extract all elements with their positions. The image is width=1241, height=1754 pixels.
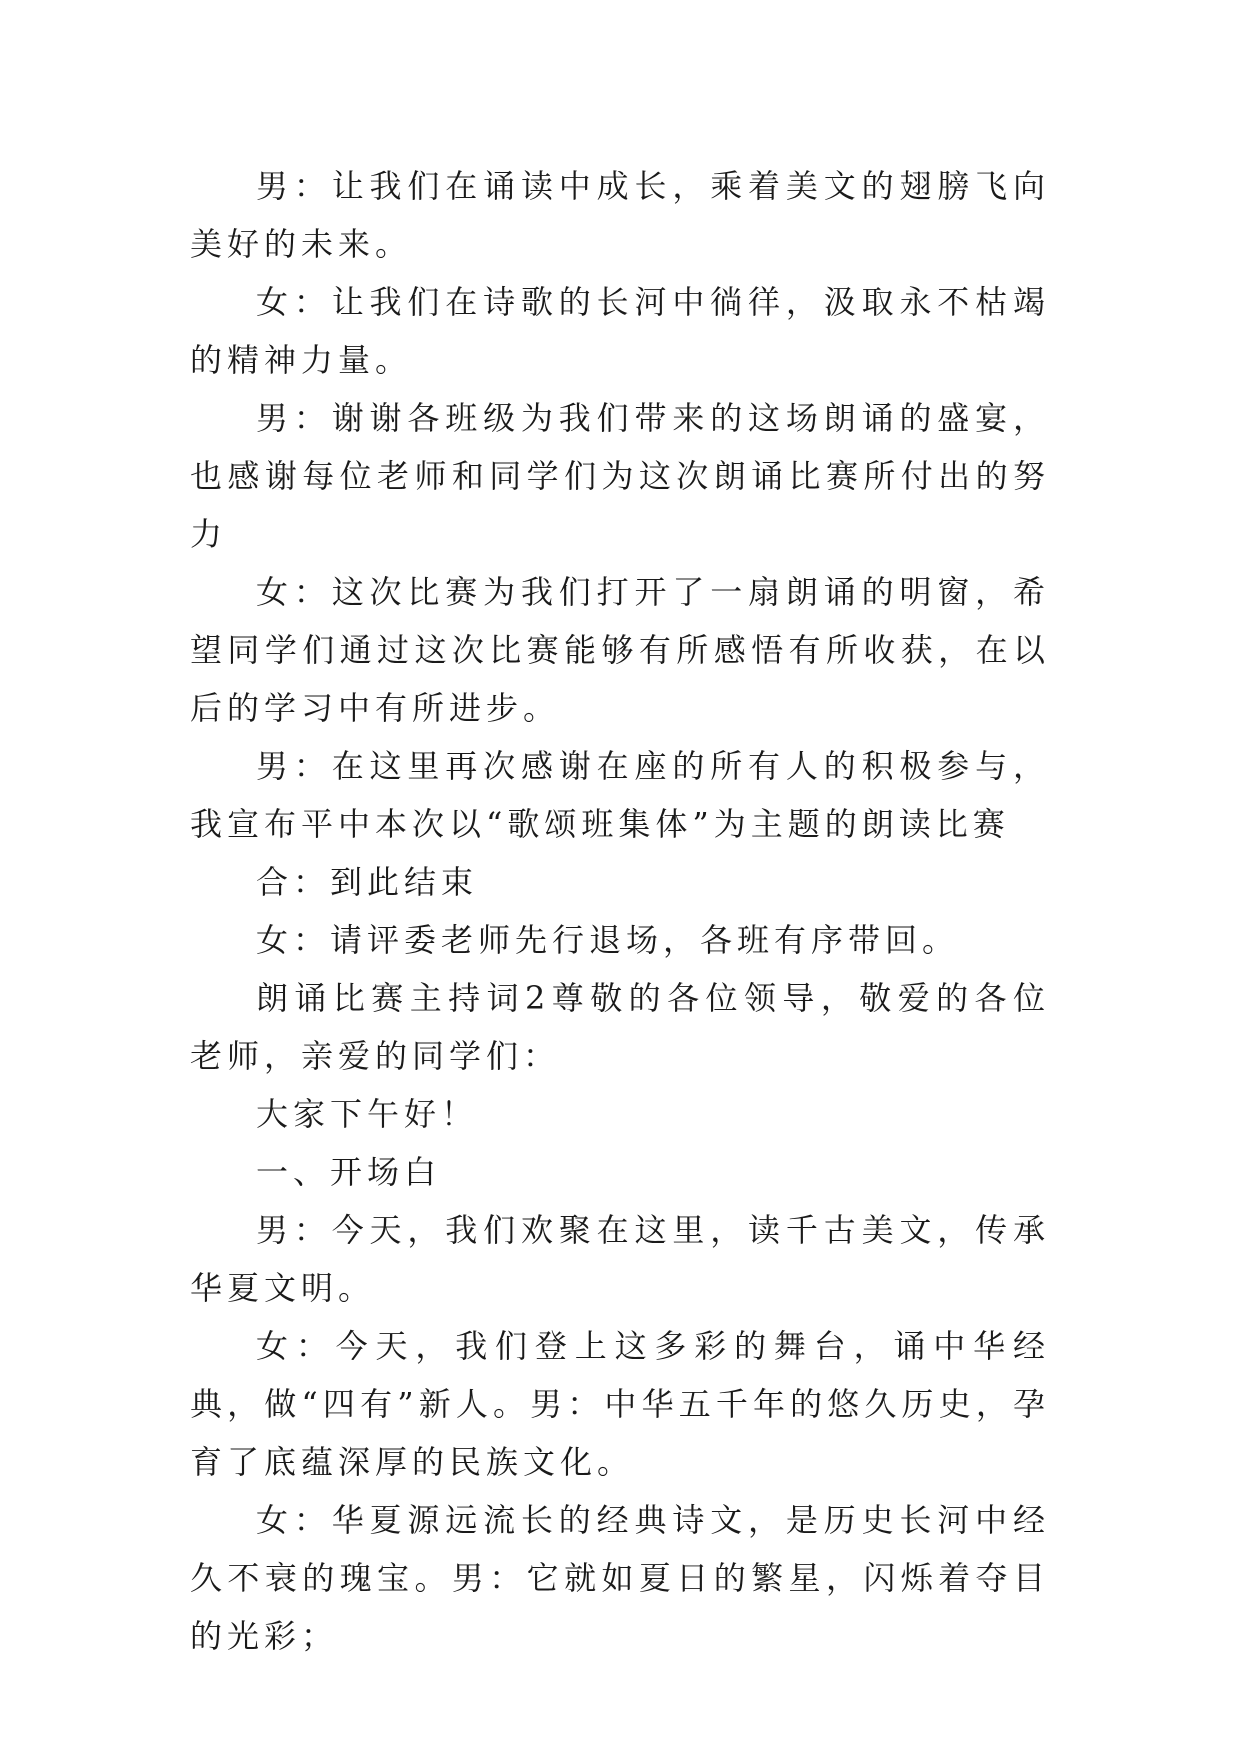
paragraph: 大家下午好！ (256, 1095, 479, 1133)
paragraph: 男：谢谢各班级为我们带来的这场朗诵的盛宴，也感谢每位老师和同学们为这次朗诵比赛所付出的努力 (190, 399, 1050, 553)
paragraph: 女：这次比赛为我们打开了一扇朗诵的明窗，希望同学们通过这次比赛能够有所感悟有所收获，在以后的学习中有所进步。 (190, 573, 1050, 727)
paragraph: 朗诵比赛主持词2尊敬的各位领导，敬爱的各位老师，亲爱的同学们： (190, 979, 1050, 1075)
paragraph: 女：请评委老师先行退场，各班有序带回。 (256, 921, 960, 959)
section-heading: 一、开场白 (256, 1153, 442, 1191)
paragraph: 女：让我们在诗歌的长河中徜徉，汲取永不枯竭的精神力量。 (190, 283, 1050, 379)
paragraph: 男：让我们在诵读中成长，乘着美文的翅膀飞向美好的未来。 (190, 167, 1050, 263)
paragraph: 女：华夏源远流长的经典诗文，是历史长河中经久不衰的瑰宝。男：它就如夏日的繁星，闪烁着夺目的光彩； (190, 1501, 1050, 1655)
paragraph: 男：今天，我们欢聚在这里，读千古美文，传承华夏文明。 (190, 1211, 1050, 1307)
paragraph: 女：今天，我们登上这多彩的舞台，诵中华经典，做“四有”新人。男：中华五千年的悠久历史，孕育了底蕴深厚的民族文化。 (190, 1327, 1050, 1481)
paragraph: 合：到此结束 (256, 863, 479, 901)
paragraph: 男：在这里再次感谢在座的所有人的积极参与，我宣布平中本次以“歌颂班集体”为主题的朗读比赛 (190, 747, 1050, 843)
document-body (190, 157, 1050, 1665)
